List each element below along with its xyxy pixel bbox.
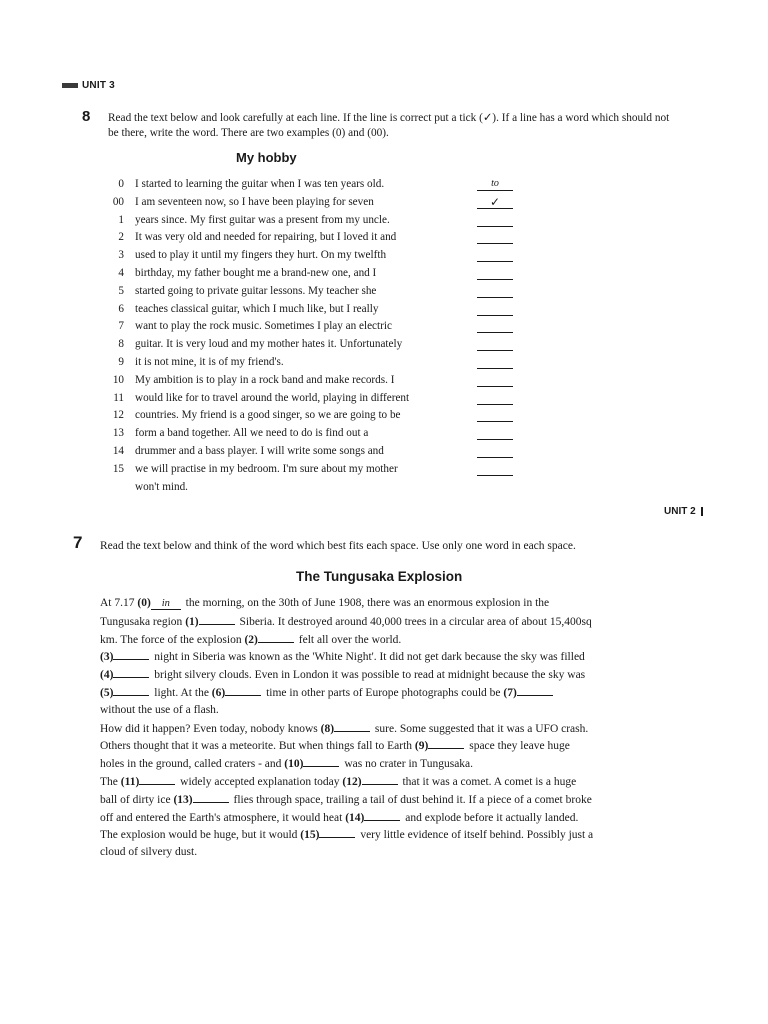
passage-text: without the use of a flash. xyxy=(100,703,219,716)
gap-number: (2) xyxy=(244,633,258,646)
text-line xyxy=(100,372,520,390)
gap-number: (0) xyxy=(137,597,151,609)
answer-blank[interactable] xyxy=(225,684,261,696)
passage-line xyxy=(100,702,700,720)
text-line xyxy=(100,407,520,425)
passage-text: The explosion would be huge, but it would xyxy=(100,829,301,842)
text-line xyxy=(100,176,520,194)
answer-blank[interactable] xyxy=(477,463,513,476)
passage-text: holes in the ground, called craters - and xyxy=(100,758,285,771)
answer-blank[interactable] xyxy=(193,791,229,803)
answer-blank[interactable] xyxy=(477,409,513,422)
passage-text: space they leave huge xyxy=(466,740,570,753)
unit-header-top xyxy=(62,80,115,91)
passage-text: sure. Some suggested that it was a UFO crash. xyxy=(372,722,589,735)
line-text: want to play the rock music. Sometimes I play an electric xyxy=(135,320,392,333)
answer-blank[interactable] xyxy=(113,666,149,678)
passage-line xyxy=(100,773,700,791)
passage-text: ball of dirty ice xyxy=(100,793,174,806)
line-text: birthday, my father bought me a brand-new one, and I xyxy=(135,266,377,279)
passage-text: time in other parts of Europe photographs could be xyxy=(263,686,504,699)
passage-line xyxy=(100,666,700,684)
passage-text: flies through space, trailing a tail of dust behind it. If a piece of a comet broke xyxy=(230,793,592,806)
unit-marker-bar xyxy=(701,507,703,516)
line-text: drummer and a bass player. I will write some songs and xyxy=(135,444,384,457)
answer-blank[interactable] xyxy=(477,320,513,333)
line-number: 1 xyxy=(118,213,124,226)
passage-text: felt all over the world. xyxy=(295,633,402,646)
line-number: 3 xyxy=(118,249,124,262)
line-text: teaches classical guitar, which I much like, but I really xyxy=(135,302,379,315)
passage-line xyxy=(100,648,700,666)
text-line xyxy=(100,461,520,479)
passage-text: Others thought that it was a meteorite. But when things fall to Earth xyxy=(100,740,415,753)
line-text: years since. My first guitar was a present from my uncle. xyxy=(135,213,390,226)
answer-blank[interactable] xyxy=(113,648,149,660)
passage-text: The xyxy=(100,775,121,788)
gap-number: (13) xyxy=(173,793,193,806)
answer-blank[interactable] xyxy=(477,427,513,440)
line-number: 14 xyxy=(112,444,124,457)
text-line xyxy=(100,318,520,336)
gap-number: (11) xyxy=(120,775,140,788)
answer-blank[interactable] xyxy=(362,773,398,785)
answer-blank[interactable] xyxy=(364,809,400,821)
line-text: I started to learning the guitar when I was ten years old. xyxy=(135,178,385,190)
text-line xyxy=(100,354,520,372)
passage-text: off and entered the Earth's atmosphere, it would heat xyxy=(100,811,346,824)
passage-line xyxy=(100,613,700,631)
passage-line xyxy=(100,755,700,773)
text-line xyxy=(100,425,520,443)
gap-number: (8) xyxy=(320,722,335,735)
gap-number: (6) xyxy=(211,686,226,699)
answer-blank[interactable] xyxy=(477,231,513,244)
answer-blank[interactable] xyxy=(477,445,513,458)
passage-line xyxy=(100,631,700,649)
text-line xyxy=(100,194,520,212)
passage-line xyxy=(100,595,700,613)
line-number: 5 xyxy=(118,284,124,297)
line-number: 8 xyxy=(118,338,124,351)
passage-text: and explode before it actually landed. xyxy=(402,811,579,824)
line-number: 12 xyxy=(112,409,124,422)
example-answer: in xyxy=(151,598,181,610)
gap-number: (1) xyxy=(185,615,199,628)
gap-number: (4) xyxy=(100,669,114,682)
line-number: 11 xyxy=(113,391,124,404)
answer-blank[interactable] xyxy=(319,826,355,838)
passage-text: bright silvery clouds. Even in London it was possible to read at midnight because the sky was xyxy=(151,669,586,682)
unit-marker-bar xyxy=(62,83,78,88)
text-line xyxy=(100,229,520,247)
text-line xyxy=(100,479,520,497)
line-text: won't mind. xyxy=(135,480,188,493)
answer-blank[interactable] xyxy=(477,392,513,405)
answer-blank[interactable]: ✓ xyxy=(477,196,513,209)
answer-blank[interactable] xyxy=(477,249,513,262)
answer-blank[interactable] xyxy=(477,374,513,387)
answer-blank[interactable] xyxy=(477,267,513,280)
passage-text: Tungusaka region xyxy=(100,615,186,628)
line-text: started going to private guitar lessons. My teacher she xyxy=(135,284,377,297)
answer-blank[interactable] xyxy=(334,720,370,732)
gap-number: (10) xyxy=(284,758,304,771)
line-text: we will practise in my bedroom. I'm sure about my mother xyxy=(135,462,398,475)
line-number: 0 xyxy=(118,178,124,190)
answer-blank[interactable] xyxy=(477,214,513,227)
passage-text: the morning, on the 30th of June 1908, there was an enormous explosion in the xyxy=(182,597,550,609)
passage-line xyxy=(100,684,700,702)
answer-blank[interactable] xyxy=(113,684,149,696)
passage-line xyxy=(100,791,700,809)
passage-text: cloud of silvery dust. xyxy=(100,846,198,859)
line-text: countries. My friend is a good singer, so we are going to be xyxy=(135,409,401,422)
text-line xyxy=(100,212,520,230)
passage-text: km. The force of the explosion xyxy=(100,633,245,646)
passage-line xyxy=(100,809,700,827)
text-title: My hobby xyxy=(236,150,297,165)
text-line xyxy=(100,247,520,265)
text-line xyxy=(100,336,520,354)
answer-blank[interactable]: to xyxy=(477,178,513,191)
line-text: It was very old and needed for repairing, but I loved it and xyxy=(135,231,397,244)
text-line xyxy=(100,301,520,319)
answer-blank[interactable] xyxy=(258,631,294,643)
text-line xyxy=(100,265,520,283)
answer-blank[interactable] xyxy=(428,737,464,749)
answer-blank[interactable] xyxy=(139,773,175,785)
line-number: 2 xyxy=(118,231,124,244)
exercise-number: 8 xyxy=(82,108,91,125)
passage-line xyxy=(100,737,700,755)
line-text: used to play it until my fingers they hurt. On my twelfth xyxy=(135,249,387,262)
passage-line xyxy=(100,844,700,862)
passage-line xyxy=(100,720,700,738)
answer-blank[interactable] xyxy=(477,285,513,298)
numbered-lines xyxy=(100,176,520,496)
text-line xyxy=(100,390,520,408)
answer-blank[interactable] xyxy=(517,684,553,696)
passage-text: How did it happen? Even today, nobody knows xyxy=(100,722,321,735)
exercise-number: 7 xyxy=(73,533,83,552)
answer-blank[interactable] xyxy=(303,755,339,767)
text-title: The Tungusaka Explosion xyxy=(296,569,463,584)
gap-number: (15) xyxy=(300,829,320,842)
gap-number: (3) xyxy=(100,651,114,664)
line-text: form a band together. All we need to do is find out a xyxy=(135,427,369,440)
passage-text: At 7.17 xyxy=(100,597,138,609)
passage-text: that it was a comet. A comet is a huge xyxy=(399,775,577,788)
passage-text: Siberia. It destroyed around 40,000 trees in a circular area of about 15,400sq xyxy=(236,615,592,628)
line-number: 7 xyxy=(118,320,124,333)
line-number: 4 xyxy=(118,266,124,279)
gap-number: (12) xyxy=(342,775,362,788)
unit-header-mid xyxy=(664,506,703,517)
unit-label: UNIT 2 xyxy=(664,506,696,517)
text-line xyxy=(100,443,520,461)
exercise-instruction: Read the text below and look carefully at each line. If the line is correct put a tick (✓). If a line has a word which should not be there, write the word. There are two examples (0) and (00). xyxy=(108,112,670,139)
passage-text: light. At the xyxy=(151,686,212,699)
unit-label: UNIT 3 xyxy=(82,80,115,91)
gap-number: (7) xyxy=(503,686,517,699)
passage-text: widely accepted explanation today xyxy=(177,775,343,788)
line-text: would like for to travel around the world, playing in different xyxy=(135,391,410,404)
line-text: I am seventeen now, so I have been playing for seven xyxy=(135,195,374,208)
answer-blank[interactable] xyxy=(477,303,513,316)
exercise-instruction: Read the text below and think of the word which best fits each space. Use only one word in each space. xyxy=(100,540,576,552)
line-text: it is not mine, it is of my friend's. xyxy=(135,355,284,368)
gap-number: (14) xyxy=(345,811,365,824)
gap-number: (9) xyxy=(414,740,429,753)
line-text: guitar. It is very loud and my mother hates it. Unfortunately xyxy=(135,338,403,351)
passage-text: very little evidence of itself behind. Possibly just a xyxy=(357,829,594,842)
passage-line xyxy=(100,826,700,844)
line-number: 6 xyxy=(118,302,124,315)
line-number: 15 xyxy=(112,462,124,475)
line-number: 13 xyxy=(112,427,124,440)
passage-text: night in Siberia was known as the 'White Night'. It did not get dark because the sky was filled xyxy=(151,651,585,664)
gap-fill-passage xyxy=(100,595,700,862)
line-number: 10 xyxy=(112,373,124,386)
passage-text: was no crater in Tungusaka. xyxy=(341,758,474,771)
text-line xyxy=(100,283,520,301)
answer-blank[interactable] xyxy=(477,356,513,369)
line-number: 00 xyxy=(112,195,124,208)
line-text: My ambition is to play in a rock band and make records. I xyxy=(135,373,395,386)
gap-number: (5) xyxy=(100,686,114,699)
line-number: 9 xyxy=(118,355,124,368)
answer-blank[interactable] xyxy=(199,613,235,625)
answer-blank[interactable] xyxy=(477,338,513,351)
